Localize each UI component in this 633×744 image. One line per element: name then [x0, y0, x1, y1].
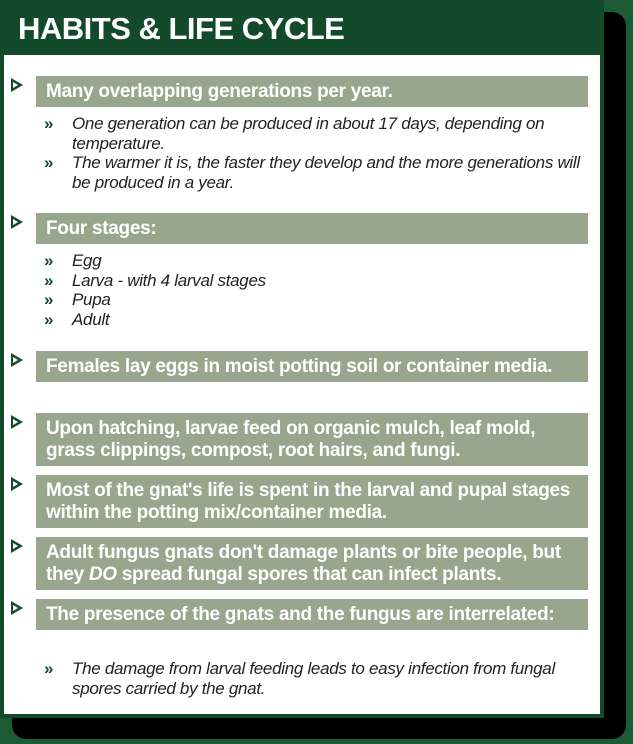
emphasis-do: DO	[88, 564, 117, 585]
item-heading: The presence of the gnats and the fungus are interrelated:	[36, 599, 588, 630]
sub-item: » Adult	[44, 309, 110, 329]
item-heading: Adult fungus gnats don't damage plants or bite people, but they DO spread fungal spores that can infect plants.	[36, 537, 588, 590]
triangle-right-icon	[11, 601, 23, 615]
double-chevron-right-icon: »	[44, 114, 54, 133]
sub-item: » Larva - with 4 larval stages	[44, 270, 266, 290]
triangle-right-icon	[11, 477, 23, 491]
sub-list	[44, 114, 584, 192]
sub-list	[44, 251, 584, 329]
item-heading: Upon hatching, larvae feed on organic mulch, leaf mold, grass clippings, compost, root hairs, and fungi.	[36, 413, 588, 466]
double-chevron-right-icon: »	[44, 270, 54, 290]
sub-item: » The damage from larval feeding leads to easy infection from fungal spores carried by the gnat.	[44, 659, 555, 698]
item-heading: Most of the gnat's life is spent in the larval and pupal stages within the potting mix/container media.	[36, 475, 588, 528]
double-chevron-right-icon: »	[44, 659, 54, 678]
triangle-right-icon	[11, 215, 23, 229]
triangle-right-icon	[11, 353, 23, 367]
double-chevron-right-icon: »	[44, 251, 54, 270]
item-heading: Many overlapping generations per year.	[36, 76, 588, 107]
triangle-right-icon	[11, 78, 23, 92]
double-chevron-right-icon: »	[44, 290, 54, 309]
item-heading: Females lay eggs in moist potting soil or container media.	[36, 351, 588, 382]
sub-item: » Pupa	[44, 290, 111, 309]
sub-item: » One generation can be produced in about 17 days, depending on temperature.	[44, 114, 545, 153]
card-title: HABITS & LIFE CYCLE	[18, 11, 345, 46]
sub-item: » The warmer it is, the faster they develop and the more generations will be produced in a year.	[44, 153, 580, 192]
double-chevron-right-icon: »	[44, 309, 54, 329]
sub-item: » Egg	[44, 251, 102, 270]
triangle-right-icon	[11, 539, 23, 553]
sub-list	[44, 659, 584, 698]
content-panel	[4, 55, 600, 714]
item-heading: Four stages:	[36, 213, 588, 244]
triangle-right-icon	[11, 415, 23, 429]
double-chevron-right-icon: »	[44, 153, 54, 172]
